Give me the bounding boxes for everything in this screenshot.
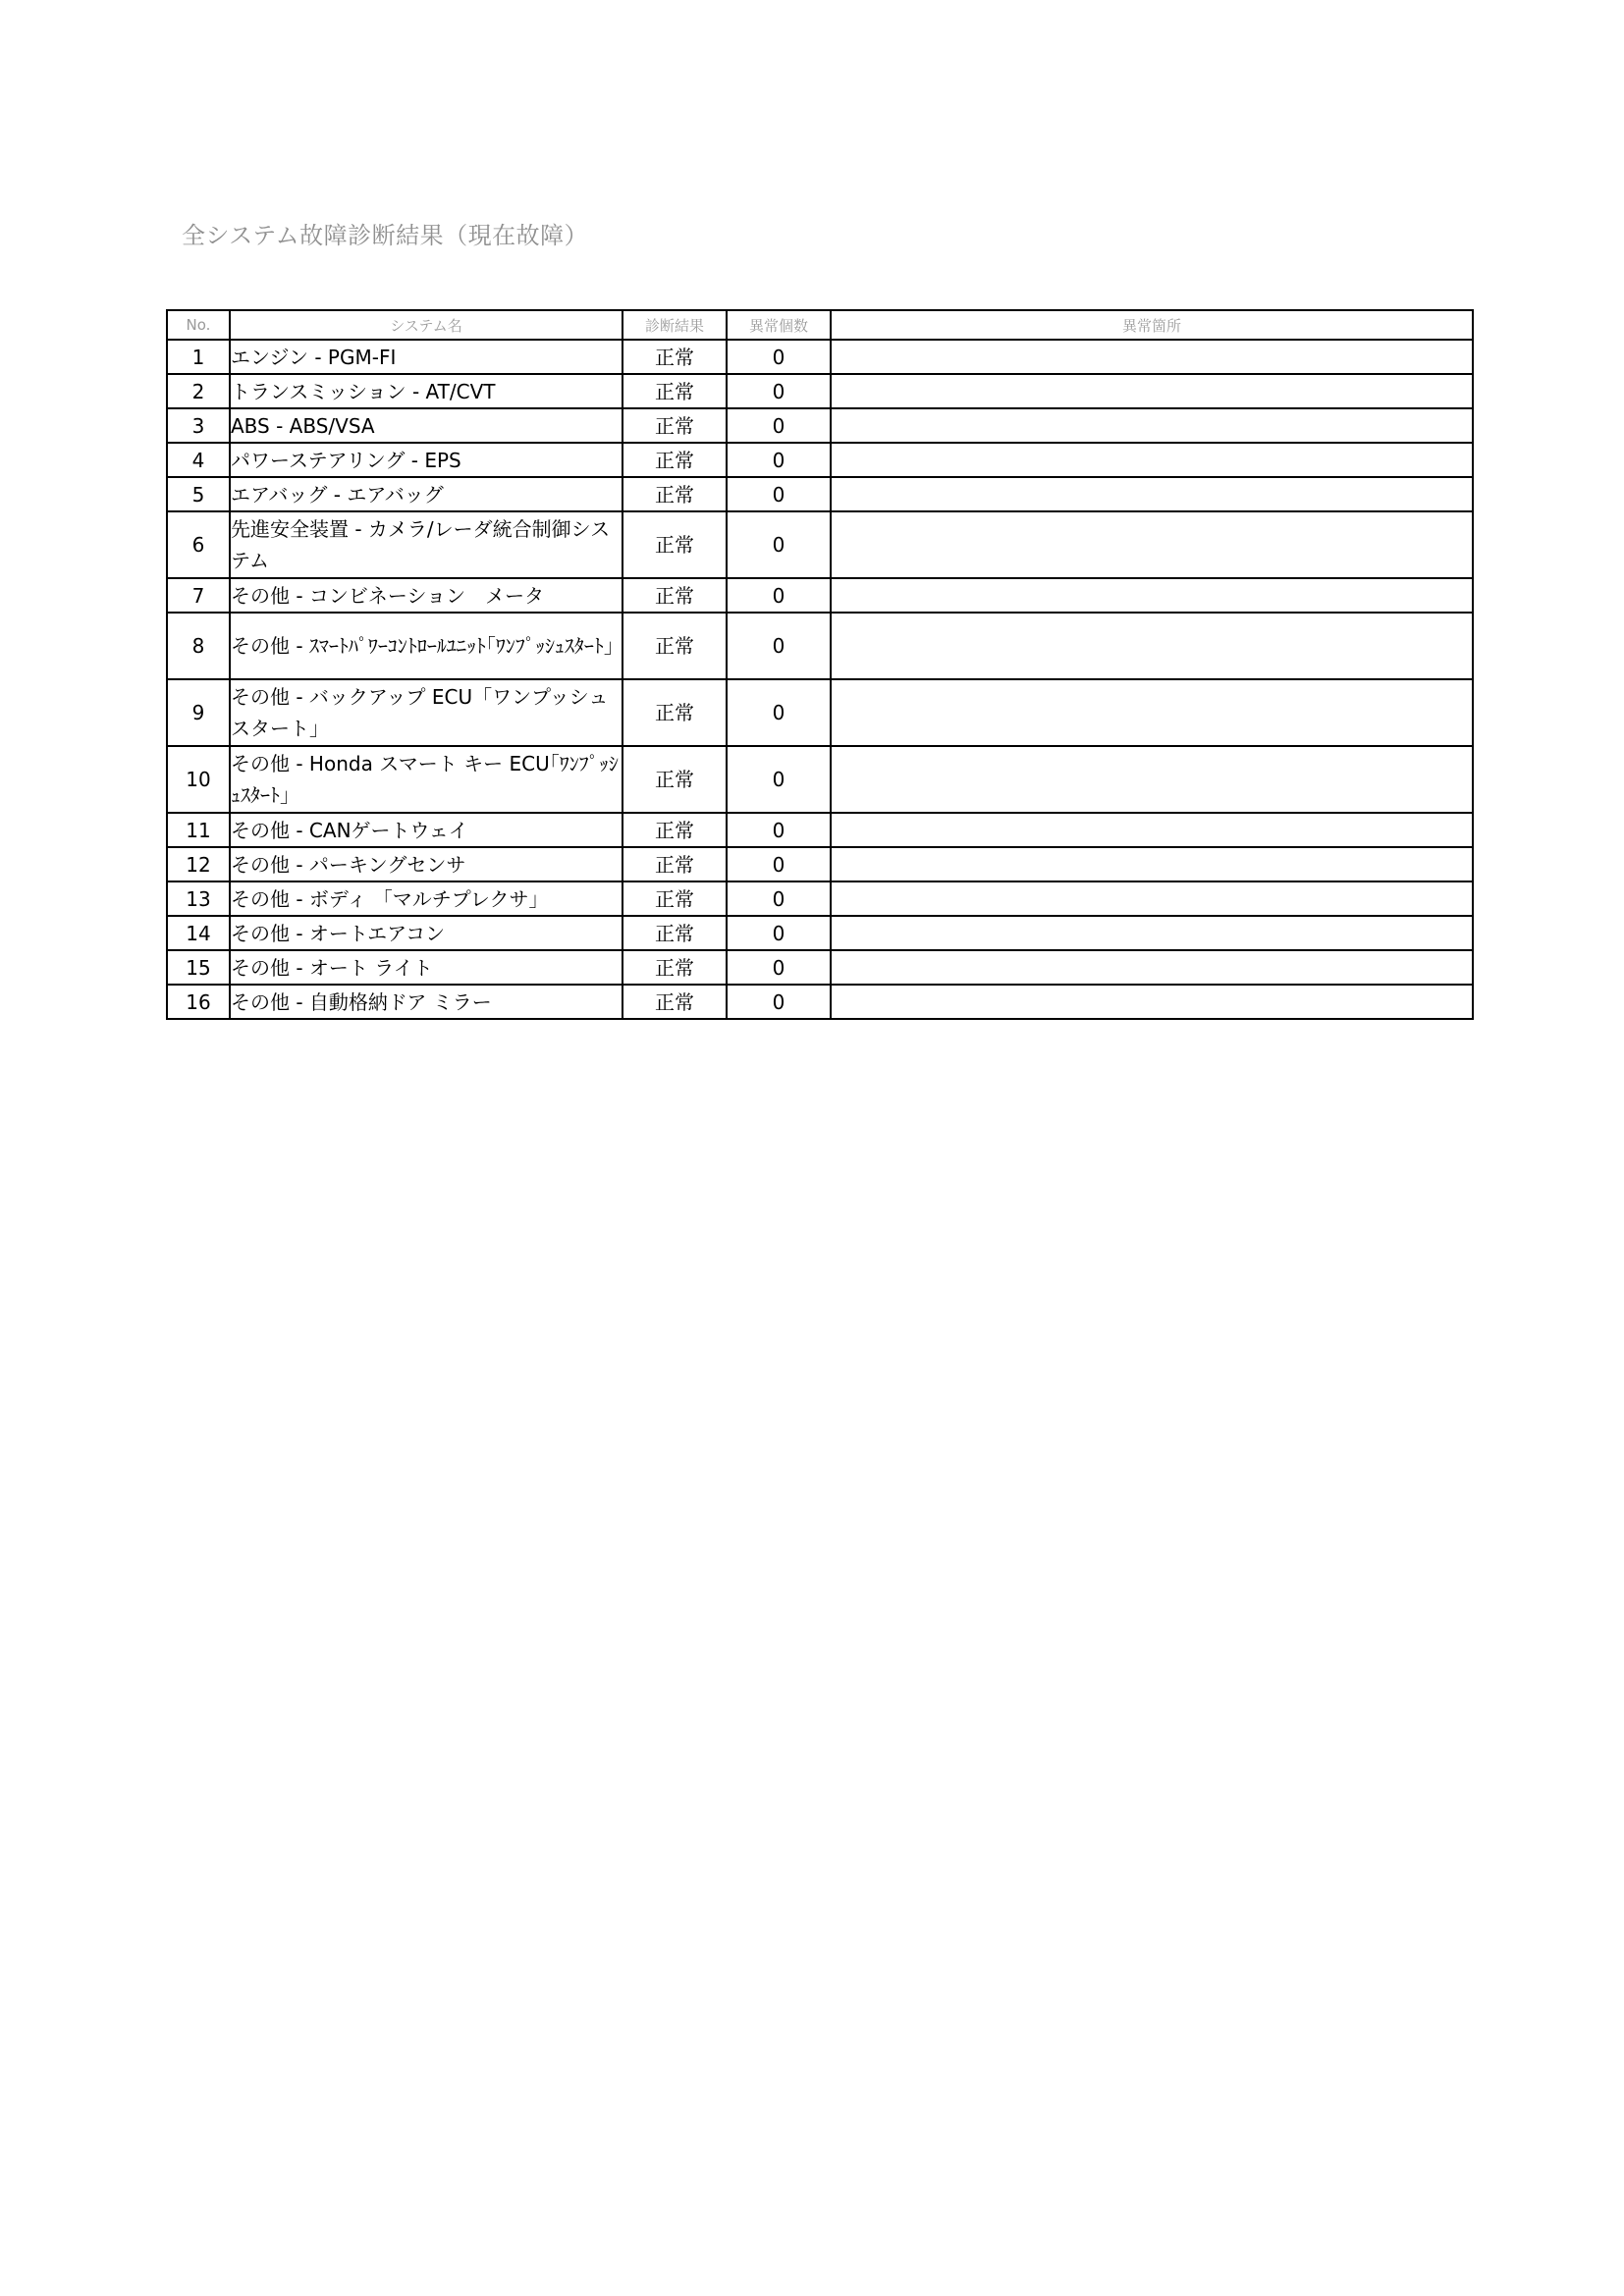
row-error-location	[831, 916, 1473, 950]
row-error-location	[831, 477, 1473, 511]
row-system-name: ABS - ABS/VSA	[230, 408, 623, 443]
diagnosis-result-table	[166, 309, 1474, 1020]
row-system-name: その他 - オート ライト	[230, 950, 623, 985]
table-row	[167, 578, 1473, 613]
row-no: 10	[167, 746, 230, 813]
header-diagnosis-result: 診断結果	[623, 310, 727, 340]
table-row	[167, 443, 1473, 477]
row-no: 13	[167, 881, 230, 916]
row-error-count: 0	[727, 847, 831, 881]
table-row	[167, 374, 1473, 408]
row-no: 6	[167, 511, 230, 578]
row-diagnosis-result: 正常	[623, 881, 727, 916]
row-diagnosis-result: 正常	[623, 950, 727, 985]
row-error-count: 0	[727, 746, 831, 813]
row-system-name: その他 - オートエアコン	[230, 916, 623, 950]
row-error-location	[831, 443, 1473, 477]
row-no: 5	[167, 477, 230, 511]
row-error-location	[831, 847, 1473, 881]
header-error-count: 異常個数	[727, 310, 831, 340]
row-error-count: 0	[727, 613, 831, 679]
row-no: 4	[167, 443, 230, 477]
row-error-location	[831, 679, 1473, 746]
header-no: No.	[167, 310, 230, 340]
row-error-count: 0	[727, 916, 831, 950]
row-diagnosis-result: 正常	[623, 578, 727, 613]
table-row	[167, 985, 1473, 1019]
row-error-count: 0	[727, 679, 831, 746]
row-error-count: 0	[727, 950, 831, 985]
row-error-count: 0	[727, 408, 831, 443]
row-diagnosis-result: 正常	[623, 443, 727, 477]
row-system-name: 先進安全装置 - カメラ/レーダ統合制御システム	[230, 511, 623, 578]
row-diagnosis-result: 正常	[623, 679, 727, 746]
row-diagnosis-result: 正常	[623, 746, 727, 813]
table-row	[167, 340, 1473, 374]
row-diagnosis-result: 正常	[623, 340, 727, 374]
row-diagnosis-result: 正常	[623, 916, 727, 950]
row-system-name: その他 - CANゲートウェイ	[230, 813, 623, 847]
table-row	[167, 679, 1473, 746]
header-error-location: 異常箇所	[831, 310, 1473, 340]
row-error-location	[831, 746, 1473, 813]
row-no: 11	[167, 813, 230, 847]
row-diagnosis-result: 正常	[623, 511, 727, 578]
table-row	[167, 813, 1473, 847]
header-system-name: システム名	[230, 310, 623, 340]
row-no: 12	[167, 847, 230, 881]
row-system-name: その他 - パーキングセンサ	[230, 847, 623, 881]
row-diagnosis-result: 正常	[623, 374, 727, 408]
row-no: 1	[167, 340, 230, 374]
row-system-name: パワーステアリング - EPS	[230, 443, 623, 477]
table-header-row	[167, 310, 1473, 340]
row-no: 14	[167, 916, 230, 950]
row-no: 8	[167, 613, 230, 679]
table-row	[167, 477, 1473, 511]
table-row	[167, 847, 1473, 881]
table-row	[167, 613, 1473, 679]
row-no: 16	[167, 985, 230, 1019]
row-system-name: エアバッグ - エアバッグ	[230, 477, 623, 511]
row-system-name: トランスミッション - AT/CVT	[230, 374, 623, 408]
row-diagnosis-result: 正常	[623, 813, 727, 847]
row-diagnosis-result: 正常	[623, 408, 727, 443]
row-system-name: その他 - バックアップ ECU「ワンプッシュスタート」	[230, 679, 623, 746]
row-error-location	[831, 950, 1473, 985]
row-error-location	[831, 408, 1473, 443]
row-system-name: その他 - ボディ 「マルチプレクサ」	[230, 881, 623, 916]
table-body	[167, 340, 1473, 1019]
row-error-count: 0	[727, 374, 831, 408]
row-error-location	[831, 511, 1473, 578]
row-error-count: 0	[727, 813, 831, 847]
row-no: 7	[167, 578, 230, 613]
row-error-count: 0	[727, 881, 831, 916]
row-diagnosis-result: 正常	[623, 847, 727, 881]
table-row	[167, 881, 1473, 916]
row-error-count: 0	[727, 985, 831, 1019]
table-row	[167, 511, 1473, 578]
row-error-location	[831, 578, 1473, 613]
row-no: 9	[167, 679, 230, 746]
row-system-name: エンジン - PGM-FI	[230, 340, 623, 374]
row-no: 3	[167, 408, 230, 443]
row-error-location	[831, 985, 1473, 1019]
row-system-name: その他 - 自動格納ドア ミラー	[230, 985, 623, 1019]
row-system-name: その他 - Honda スマート キー ECU｢ﾜﾝﾌﾟｯｼｭｽﾀｰﾄ｣	[230, 746, 623, 813]
row-error-count: 0	[727, 511, 831, 578]
row-system-name: その他 - コンビネーション メータ	[230, 578, 623, 613]
table-row	[167, 950, 1473, 985]
row-error-location	[831, 340, 1473, 374]
row-diagnosis-result: 正常	[623, 613, 727, 679]
row-diagnosis-result: 正常	[623, 985, 727, 1019]
table-row	[167, 746, 1473, 813]
page-title: 全システム故障診断結果（現在故障）	[182, 222, 589, 249]
row-error-location	[831, 813, 1473, 847]
row-no: 15	[167, 950, 230, 985]
row-error-count: 0	[727, 477, 831, 511]
row-no: 2	[167, 374, 230, 408]
row-error-count: 0	[727, 578, 831, 613]
row-error-location	[831, 613, 1473, 679]
row-diagnosis-result: 正常	[623, 477, 727, 511]
row-error-location	[831, 374, 1473, 408]
row-error-count: 0	[727, 340, 831, 374]
table-row	[167, 408, 1473, 443]
row-error-location	[831, 881, 1473, 916]
row-error-count: 0	[727, 443, 831, 477]
table-row	[167, 916, 1473, 950]
row-system-name: その他 - ｽﾏｰﾄﾊﾟﾜｰｺﾝﾄﾛｰﾙﾕﾆｯﾄ｢ﾜﾝﾌﾟｯｼｭｽﾀｰﾄ｣	[230, 613, 623, 679]
